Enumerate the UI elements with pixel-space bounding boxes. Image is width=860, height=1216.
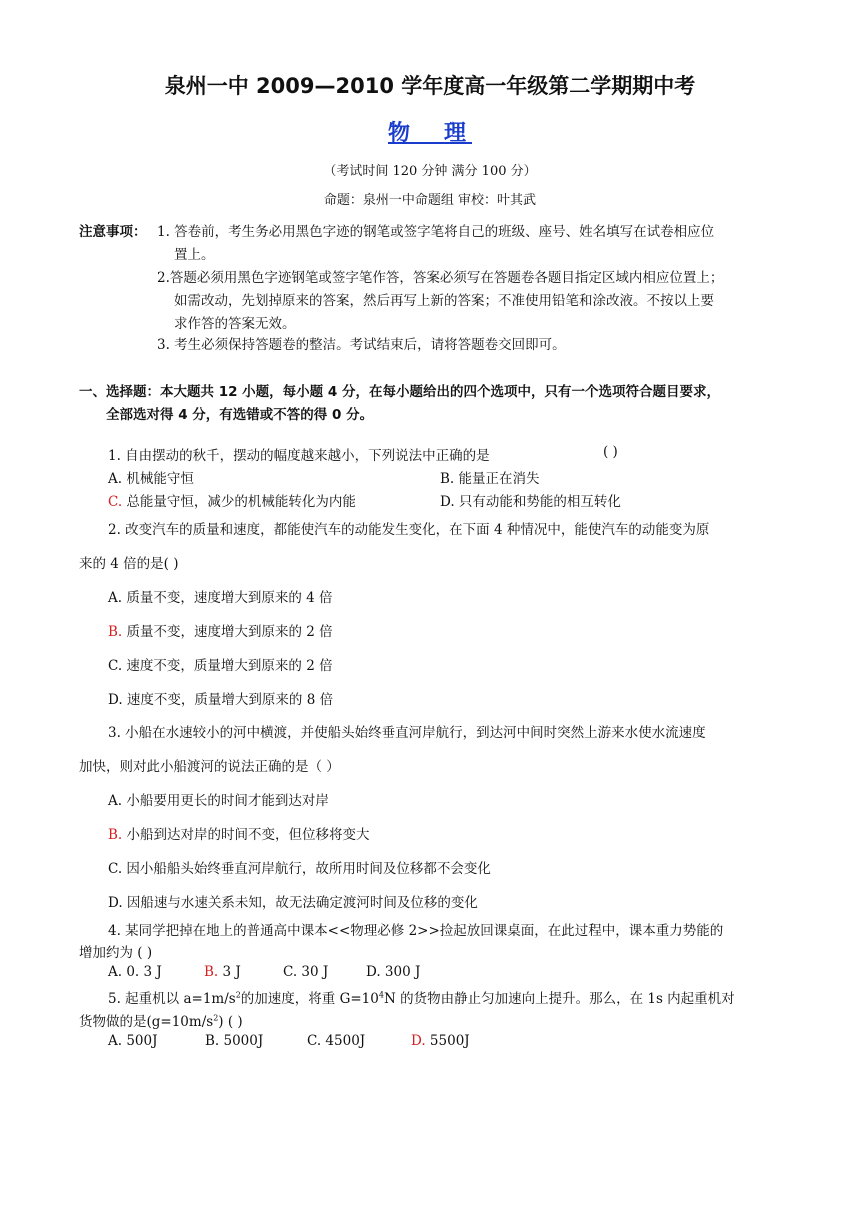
- note-item: 1. 答卷前，考生务必用黑色字迹的钢笔或签字笔将自己的班级、座号、姓名填写在试卷相应位: [157, 224, 715, 240]
- section-heading-cont: 全部选对得 4 分，有选错或不答的得 0 分。: [106, 407, 374, 423]
- q5-stem-part: 货物做的是(g=10m/s: [79, 1014, 214, 1030]
- q1-answer-paren: ( ): [603, 444, 618, 460]
- q5-option-d-text: 5500J: [425, 1033, 470, 1049]
- q3-option-b: [108, 823, 370, 843]
- q2-stem-cont: 来的 4 倍的是( ): [79, 556, 179, 572]
- q2-option-b-text: 质量不变，速度增大到原来的 2 倍: [122, 624, 333, 640]
- q5-superscript: 4: [378, 990, 384, 1000]
- q5-superscript: 2: [213, 1013, 219, 1023]
- subject-text: 物 理: [387, 121, 472, 146]
- section-heading: 一、选择题：本大题共 12 小题，每小题 4 分，在每小题给出的四个选项中，只有一个选项符合题目要求，: [79, 384, 720, 400]
- note-item: 置上。: [174, 247, 215, 263]
- q5-stem-part: 5. 起重机以 a=1m/s: [108, 991, 236, 1007]
- q3-option-d: D. 因船速与水速关系未知，故无法确定渡河时间及位移的变化: [108, 895, 478, 911]
- page-title: 泉州一中 2009—2010 学年度高一年级第二学期期中考: [164, 74, 696, 98]
- q1-stem: 1. 自由摆动的秋千，摆动的幅度越来越小，下列说法中正确的是: [108, 448, 490, 464]
- subject-title: [0, 116, 860, 147]
- q5-superscript: 2: [235, 990, 241, 1000]
- q5-option-d-letter: D.: [411, 1033, 426, 1049]
- q5-option-a: A. 500J: [108, 1033, 158, 1049]
- q4-option-c: C. 30 J: [283, 964, 329, 980]
- exam-info: （考试时间 120 分钟 满分 100 分）: [323, 164, 537, 179]
- q2-option-d: D. 速度不变，质量增大到原来的 8 倍: [108, 692, 334, 708]
- q5-option-d: [411, 1033, 470, 1049]
- q5-stem-cont: [79, 1010, 243, 1030]
- notes-label: 注意事项：: [79, 224, 147, 240]
- q1-option-c: [108, 490, 356, 510]
- q2-option-b: [108, 620, 333, 640]
- q5-stem-part: 的加速度，将重 G=10: [240, 991, 379, 1007]
- note-item: 2.答题必须用黑色字迹钢笔或签字笔作答，答案必须写在答题卷各题目指定区域内相应位置上；: [157, 270, 724, 286]
- q4-option-a: A. 0. 3 J: [108, 964, 162, 980]
- q1-option-b: B. 能量正在消失: [440, 471, 540, 487]
- q3-stem: 3. 小船在水速较小的河中横渡，并使船头始终垂直河岸航行，到达河中间时突然上游来水使水流速度: [108, 725, 706, 741]
- q4-option-b-letter: B.: [204, 964, 219, 980]
- q3-option-b-text: 小船到达对岸的时间不变，但位移将变大: [122, 827, 370, 843]
- q5-stem-part: ) ( ): [218, 1014, 243, 1030]
- q5-option-b: B. 5000J: [205, 1033, 264, 1049]
- note-item: 3. 考生必须保持答题卷的整洁。考试结束后，请将答题卷交回即可。: [157, 337, 566, 353]
- q2-option-c: C. 速度不变，质量增大到原来的 2 倍: [108, 658, 333, 674]
- q3-option-c: C. 因小船船头始终垂直河岸航行，故所用时间及位移都不会变化: [108, 861, 491, 877]
- q1-option-d: D. 只有动能和势能的相互转化: [440, 494, 621, 510]
- q5-stem-part: N 的货物由静止匀加速向上提升。那么，在 1s 内起重机对: [383, 991, 735, 1007]
- note-item: 如需改动，先划掉原来的答案，然后再写上新的答案；不准使用铅笔和涂改液。不按以上要: [174, 293, 714, 309]
- q2-stem: 2. 改变汽车的质量和速度，都能使汽车的动能发生变化，在下面 4 种情况中，能使汽车的动能变为原: [108, 522, 710, 538]
- note-item: 求作答的答案无效。: [174, 316, 296, 332]
- q2-option-a: A. 质量不变，速度增大到原来的 4 倍: [108, 590, 333, 606]
- q4-option-b: [204, 964, 241, 980]
- q1-option-c-letter: C.: [108, 494, 123, 510]
- q5-stem: [108, 987, 735, 1007]
- q4-option-b-text: 3 J: [218, 964, 241, 980]
- authors-line: 命题：泉州一中命题组 审校：叶其武: [323, 193, 537, 208]
- q4-option-d: D. 300 J: [366, 964, 421, 980]
- q4-stem-cont: 增加约为 ( ): [79, 945, 153, 961]
- q1-option-c-text: 总能量守恒，减少的机械能转化为内能: [122, 494, 356, 510]
- q2-option-b-letter: B.: [108, 624, 123, 640]
- q5-option-c: C. 4500J: [307, 1033, 366, 1049]
- q3-option-b-letter: B.: [108, 827, 123, 843]
- q1-option-a: A. 机械能守恒: [108, 471, 194, 487]
- q3-option-a: A. 小船要用更长的时间才能到达对岸: [108, 793, 329, 809]
- q4-stem: 4. 某同学把掉在地上的普通高中课本<<物理必修 2>>捡起放回课桌面，在此过程中，课本重力势能的: [108, 923, 724, 939]
- q3-stem-cont: 加快，则对此小船渡河的说法正确的是（ ）: [79, 759, 340, 775]
